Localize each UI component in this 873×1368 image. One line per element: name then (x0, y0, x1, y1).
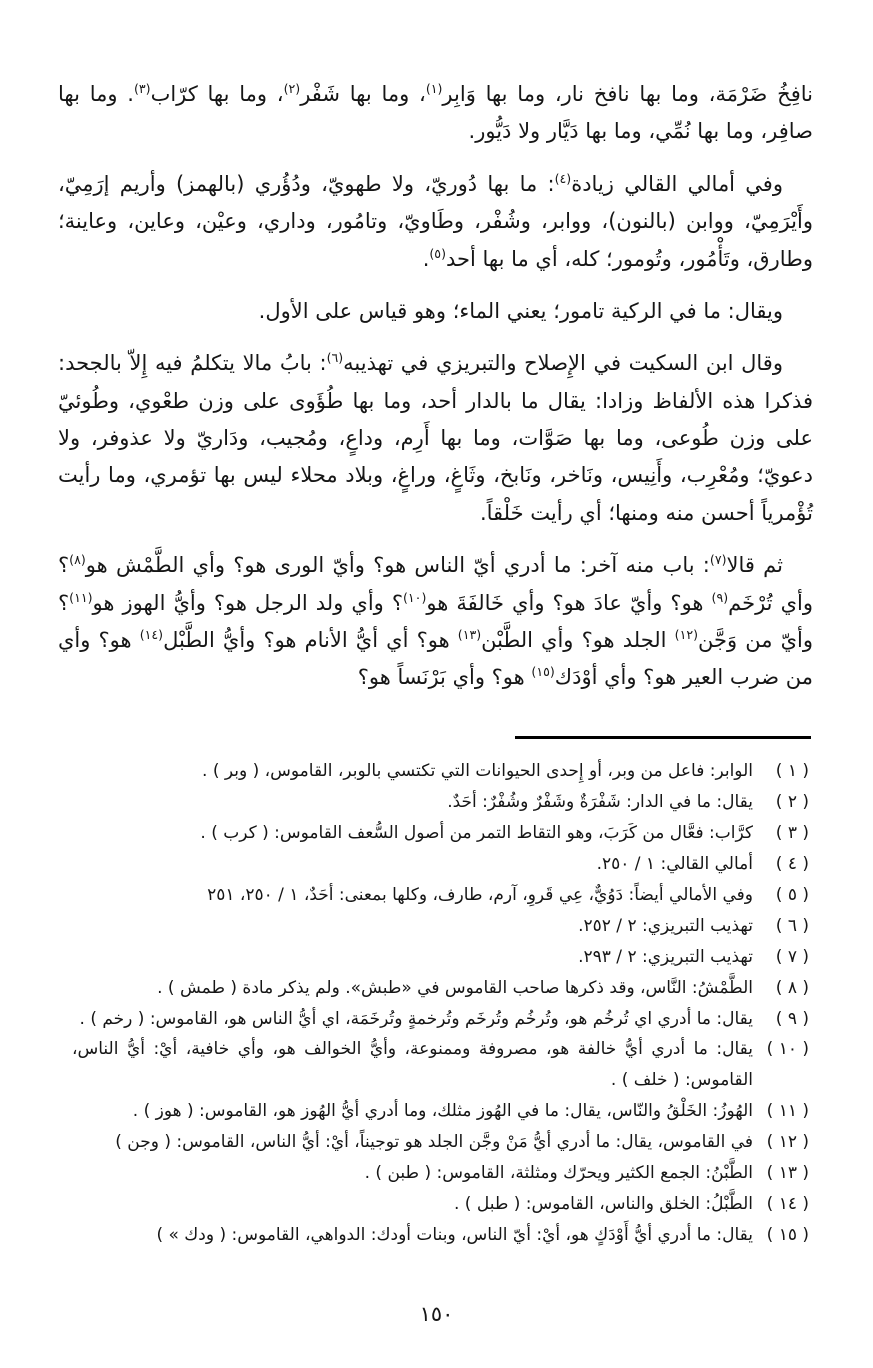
body-paragraph: وفي أمالي القالي زيادة$^{(٤)}$: ما بها دُوريّ، ولا طهويّ، ودُؤُري (بالهمز) وأريم إرَمِيّ، وأَيْرَمِيّ، ووابن (بالنون)، ووابر، وشُفْر، وطَاويّ، وتامُور، وداري، وعيْن، وعاين، وعاينة؛ وطارق، وتَأْمُور، وتُومور؛ كله، أي ما بها أحد$^{(٥)}$. (58, 170, 813, 271)
page-number: ١٥٠ (419, 1302, 454, 1326)
body-text (58, 76, 813, 712)
footnote-ref: (١٤) (139, 626, 164, 642)
footnote-ref: (٢) (283, 81, 301, 96)
footnote-text: الطَّمْشُ: النَّاس، وقد ذكرها صاحب القاموس في «طبش». ولم يذكر مادة ( طمش ) . (157, 977, 753, 998)
footnote-text: الطَّبْلُ: الخلق والناس، القاموس: ( طبل ) . (453, 1194, 753, 1215)
body-paragraph: ثم قالا$^{(٧)}$: باب منه آخر: ما أدري أيّ الناس هو؟ وأيّ الورى هو؟ وأي الطَّمْش هو$^{(٨)}$؟ وأي تُرْخَم$^{(٩)}$ هو؟ وأيّ عادَ هو؟ وأي خَالفَةَ هو$^{(١٠)}$؟ وأي ولد الرجل هو؟ وأيُّ الهوز هو$^{(١١)}$؟ وأيّ من وَجَّن$^{(١٢)}$ الجلد هو؟ وأي الطَّبْن$^{(١٣)}$ هو؟ أي أيُّ الأنام هو؟ وأيُّ الطَّبْل$^{(١٤)}$ هو؟ وأي من ضرب العير هو؟ وأي أوْدَك$^{(١٥)}$ هو؟ وأي بَرْنَساً هو؟ (58, 552, 814, 690)
footnote-ref: (١١) (69, 589, 93, 605)
footnote-ref: (١٣) (457, 626, 482, 642)
footnote-number: ( ٣ ) (775, 822, 809, 843)
footnote-text: في القاموس، يقال: ما أدري أيُّ مَنْ وجَّن الجلد هو توجيناً، أيْ: أيُّ الناس، القاموس: ( وجن ) (115, 1132, 753, 1153)
footnote-ref: (٦) (326, 350, 344, 366)
footnote-number: ( ١٣ ) (766, 1163, 809, 1184)
footnote-ref: (١٠) (403, 589, 427, 605)
footnote-item (72, 880, 809, 911)
footnote-item (72, 973, 809, 1004)
footnote-item (72, 1158, 809, 1189)
footnote-number: ( ٥ ) (775, 884, 809, 905)
footnote-number: ( ١١ ) (766, 1101, 809, 1122)
footnote-number: ( ١ ) (775, 761, 809, 781)
footnote-item (72, 849, 809, 880)
footnote-separator (515, 736, 811, 739)
footnote-number: ( ١٠ ) (766, 1039, 809, 1060)
footnote-item (72, 1220, 809, 1251)
footnote-number: ( ٩ ) (775, 1008, 809, 1029)
footnote-item (72, 1004, 809, 1035)
footnote-ref: (١٥) (531, 664, 555, 680)
body-paragraph: وقال ابن السكيت في الإِصلاح والتبريزي في تهذيبه$^{(٦)}$: بابُ مالا يتكلمُ فيه إِلاّ بالجحد: فذكرا هذه الألفاظ وزادا: يقال ما بالدار أحد، وما بها طُؤَوى على وزن طعْوي، وطُوئيّ على وزن طُوعى، وما بها صَوَّات، وما بها أَرِم، وداعٍ، ومُجيب، ودَاريّ ولا عذوفر، ولا دعويّ؛ ومُعْرِب، وأَنِيس، ونَاخر، ونَابخ، وثَاغٍ، وراغٍ، وبلاد محلاء ليس بها تؤمري، وما رأيت تُؤْمرياً أحسن منه ومنها؛ أي رأيت خَلْقاً. (58, 350, 813, 525)
footnote-item (72, 818, 809, 849)
footnote-number: ( ٦ ) (775, 915, 809, 936)
footnote-ref: (٩) (711, 589, 729, 605)
footnote-text: تهذيب التبريزي: ٢ / ٢٩٣. (578, 946, 753, 967)
footnotes-list (72, 756, 809, 1251)
footnote-ref: (٧) (709, 552, 727, 568)
footnote-ref: (٣) (133, 81, 151, 96)
footnote-ref: (١) (425, 81, 443, 96)
body-paragraph: ويقال: ما في الركية تامور؛ يعني الماء؛ وهو قياس على الأول. (258, 298, 783, 323)
footnote-text: تهذيب التبريزي: ٢ / ٢٥٢. (578, 915, 753, 936)
footnote-text: الطَّبْنُ: الجمع الكثير ويحرّك ومثلثة، القاموس: ( طبن ) . (364, 1163, 753, 1184)
footnote-text: وفي الأمالي أيضاً: دَوُيٌّ، عِي قَروِ، آرم، طارف، وكلها بمعنى: أحَدٌ، ١ / ٢٥٠، ٢٥١ (207, 884, 753, 905)
footnote-item (72, 911, 809, 942)
footnote-text: كرَّاب: فعَّال من كَرَبَ، وهو التقاط التمر من أصول السُّعف القاموس: ( كرب ) . (200, 822, 753, 843)
footnote-number: ( ١٤ ) (766, 1194, 809, 1215)
footnote-item (72, 942, 809, 973)
footnote-text: يقال: ما أدري اي تُرخُم هو، وتُرخُم وتُرخَم وتُرخمةٍ وتُرخَمَة، اي أيُّ الناس هو، القاموس: ( رخم ) . (79, 1008, 753, 1029)
footnote-number: ( ١٢ ) (766, 1132, 809, 1153)
footnote-text: أمالي القالي: ١ / ٢٥٠. (596, 853, 753, 874)
footnote-item (72, 1127, 809, 1158)
footnote-item (72, 787, 809, 818)
footnote-text: يقال: ما أدري أيُّ أَوْدَكٍ هو، أيْ: أيّ الناس، وبنات أودك: الدواهي، القاموس: ( ودك » ) (156, 1225, 753, 1246)
footnote-ref: (١٢) (674, 626, 699, 642)
footnote-number: ( ٢ ) (775, 791, 809, 812)
footnote-item (72, 756, 809, 787)
footnote-number: ( ٧ ) (775, 946, 809, 967)
body-paragraph: نافِخُ ضَرْمَة، وما بها نافخ نار، وما بها وَابِر$^{(١)}$، وما بها شَفْر$^{(٢)}$، وما بها كرّاب$^{(٣)}$. وما بها صافِر، وما بها نُمِّي، وما بها دَيَّار ولا دَيُّور. (58, 81, 813, 144)
footnote-ref: (٨) (69, 552, 86, 568)
footnote-text: يقال: ما في الدار: شَفْرَةٌ وشَفْرٌ وشُفْرٌ: أحَدٌ. (447, 791, 753, 812)
footnote-text: الهُوزُ: الخَلْقُ والنّاس، يقال: ما في الهُوز مثلك، وما أدري أيُّ الهُوز هو، القاموس: ( هوز ) . (132, 1101, 753, 1122)
footnote-ref: (٥) (429, 245, 446, 261)
footnote-number: ( ١٥ ) (766, 1225, 809, 1246)
footnote-number: ( ٨ ) (775, 977, 809, 998)
footnote-ref: (٤) (554, 170, 572, 186)
footnote-text: يقال: ما أدري أيُّ خالفة هو، مصروفة وممنوعة، وأيُّ الخوالف هو، وأي خافية، أيْ: أيُّ الناس، القاموس: ( خلف ) . (72, 1039, 753, 1091)
footnote-text: الوابر: فاعل من وبر، أو إِحدى الحيوانات التي تكتسي بالوبر، القاموس، ( وبر ) . (202, 761, 753, 781)
footnote-number: ( ٤ ) (775, 853, 809, 874)
footnote-item (72, 1189, 809, 1220)
footnote-item (72, 1034, 809, 1096)
footnote-item (72, 1096, 809, 1127)
